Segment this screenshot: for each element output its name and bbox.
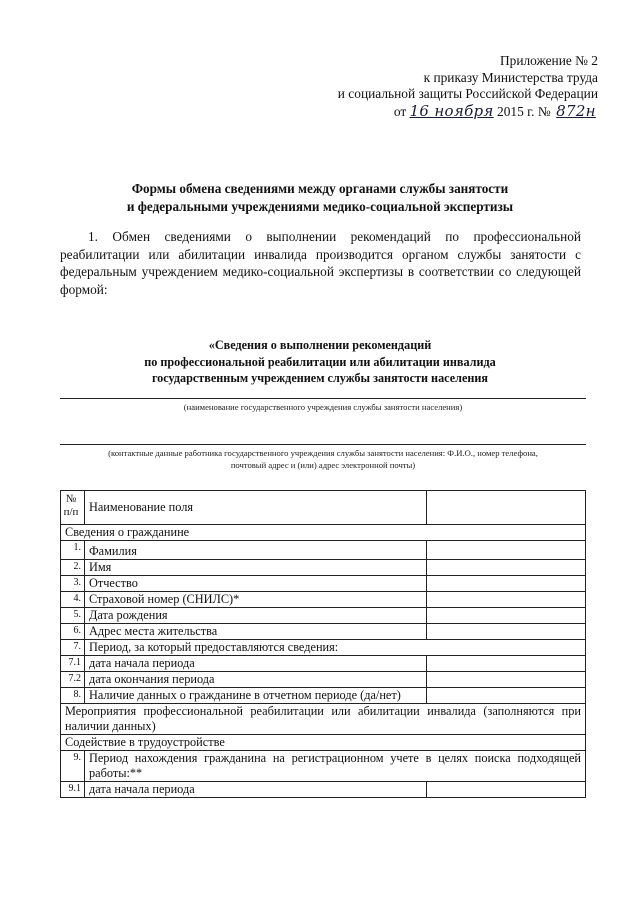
row-field-name: дата окончания периода xyxy=(84,672,426,688)
table-row xyxy=(61,672,586,688)
row-number: 4. xyxy=(61,592,85,608)
title-line-1: Формы обмена сведениями между органами службы занятости xyxy=(131,181,509,196)
row-field-name: Страховой номер (СНИЛС)* xyxy=(84,592,426,608)
row-value-cell[interactable] xyxy=(427,782,586,798)
row-number: 7.2 xyxy=(61,672,85,688)
row-value-cell[interactable] xyxy=(427,541,586,560)
handwritten-order-number: 872н xyxy=(556,101,596,120)
row-value-cell[interactable] xyxy=(427,608,586,624)
caption-contacts xyxy=(60,447,586,471)
row-field-name: Период нахождения гражданина на регистрационном учете в целях поиска подходящей работы:** xyxy=(84,751,585,782)
date-year: 2015 г. xyxy=(497,103,535,119)
number-prefix: № xyxy=(537,103,551,119)
row-value-cell[interactable] xyxy=(427,672,586,688)
paragraph-1: 1. Обмен сведениями о выполнении рекомендаций по профессиональной реабилитации или абилитации инвалида производится органом службы занятости с федеральным учреждением медико-социальной экспертизы в соответствии со следующей формой: xyxy=(60,229,581,297)
row-field-name: Адрес места жительства xyxy=(84,624,426,640)
row-field-name: Фамилия xyxy=(84,541,426,560)
table-row xyxy=(61,688,586,704)
table-row xyxy=(61,624,586,640)
row-number: 1. xyxy=(61,541,85,560)
blank-line-contacts xyxy=(60,444,586,445)
table-row xyxy=(61,656,586,672)
blank-line-institution xyxy=(60,398,586,399)
row-value-cell[interactable] xyxy=(427,592,586,608)
row-field-name: дата начала периода xyxy=(84,782,426,798)
row-field-name: Имя xyxy=(84,560,426,576)
section-employment: Содействие в трудоустройстве xyxy=(61,735,586,751)
form-title xyxy=(60,337,580,387)
handwritten-date: 16 ноября xyxy=(409,101,494,120)
table-row xyxy=(61,640,586,656)
row-number: 7.1 xyxy=(61,656,85,672)
section-row xyxy=(61,525,586,541)
table-row xyxy=(61,560,586,576)
row-field-name: дата начала периода xyxy=(84,656,426,672)
row-field-name: Отчество xyxy=(84,576,426,592)
row-value-cell[interactable] xyxy=(427,688,586,704)
row-value-cell[interactable] xyxy=(427,576,586,592)
row-field-name: Период, за который предоставляются сведения: xyxy=(84,640,585,656)
header-name-cell: Наименование поля xyxy=(84,491,426,525)
row-field-name: Дата рождения xyxy=(84,608,426,624)
section-citizen: Сведения о гражданине xyxy=(61,525,586,541)
table-row xyxy=(61,782,586,798)
row-number: 9. xyxy=(61,751,85,782)
row-value-cell[interactable] xyxy=(427,560,586,576)
row-value-cell[interactable] xyxy=(427,656,586,672)
row-number: 6. xyxy=(61,624,85,640)
header-value-cell xyxy=(427,491,586,525)
section-measures: Мероприятия профессиональной реабилитации или абилитации инвалида (заполняются при наличии данных) xyxy=(61,704,586,735)
row-number: 5. xyxy=(61,608,85,624)
date-prefix: от xyxy=(393,103,407,119)
header-num-cell: № п/п xyxy=(61,491,85,525)
appendix-order-ref: к приказу Министерства труда xyxy=(423,69,598,85)
row-number: 8. xyxy=(61,688,85,704)
caption-contacts-line-2: почтовый адрес и (или) адрес электронной почты) xyxy=(230,460,416,470)
form-title-line-2: по профессиональной реабилитации или абилитации инвалида xyxy=(144,354,496,369)
row-field-name: Наличие данных о гражданине в отчетном периоде (да/нет) xyxy=(84,688,426,704)
row-value-cell[interactable] xyxy=(427,624,586,640)
table-row xyxy=(61,541,586,560)
appendix-number: Приложение № 2 xyxy=(499,53,598,68)
row-number: 3. xyxy=(61,576,85,592)
appendix-header xyxy=(338,53,598,120)
section-row xyxy=(61,735,586,751)
row-number: 9.1 xyxy=(61,782,85,798)
caption-institution: (наименование государственного учреждения службы занятости населения) xyxy=(183,402,463,412)
form-title-line-1: «Сведения о выполнении рекомендаций xyxy=(208,338,432,352)
appendix-ministry: и социальной защиты Российской Федерации xyxy=(337,86,598,101)
table-row xyxy=(61,592,586,608)
caption-contacts-line-1: (контактные данные работника государственного учреждения службы занятости населения: Ф.И.О., номер телефона, xyxy=(108,448,538,458)
appendix-date-line xyxy=(338,103,598,121)
section-row xyxy=(61,704,586,735)
table-row xyxy=(61,608,586,624)
row-number: 7. xyxy=(61,640,85,656)
form-title-line-3: государственным учреждением службы занятости населения xyxy=(151,371,489,385)
title-line-2: и федеральными учреждениями медико-социальной экспертизы xyxy=(126,199,514,214)
document-title xyxy=(60,180,580,216)
table-row xyxy=(61,751,586,782)
table-row xyxy=(61,576,586,592)
row-number: 2. xyxy=(61,560,85,576)
information-table xyxy=(60,490,586,798)
table-header-row xyxy=(61,491,586,525)
